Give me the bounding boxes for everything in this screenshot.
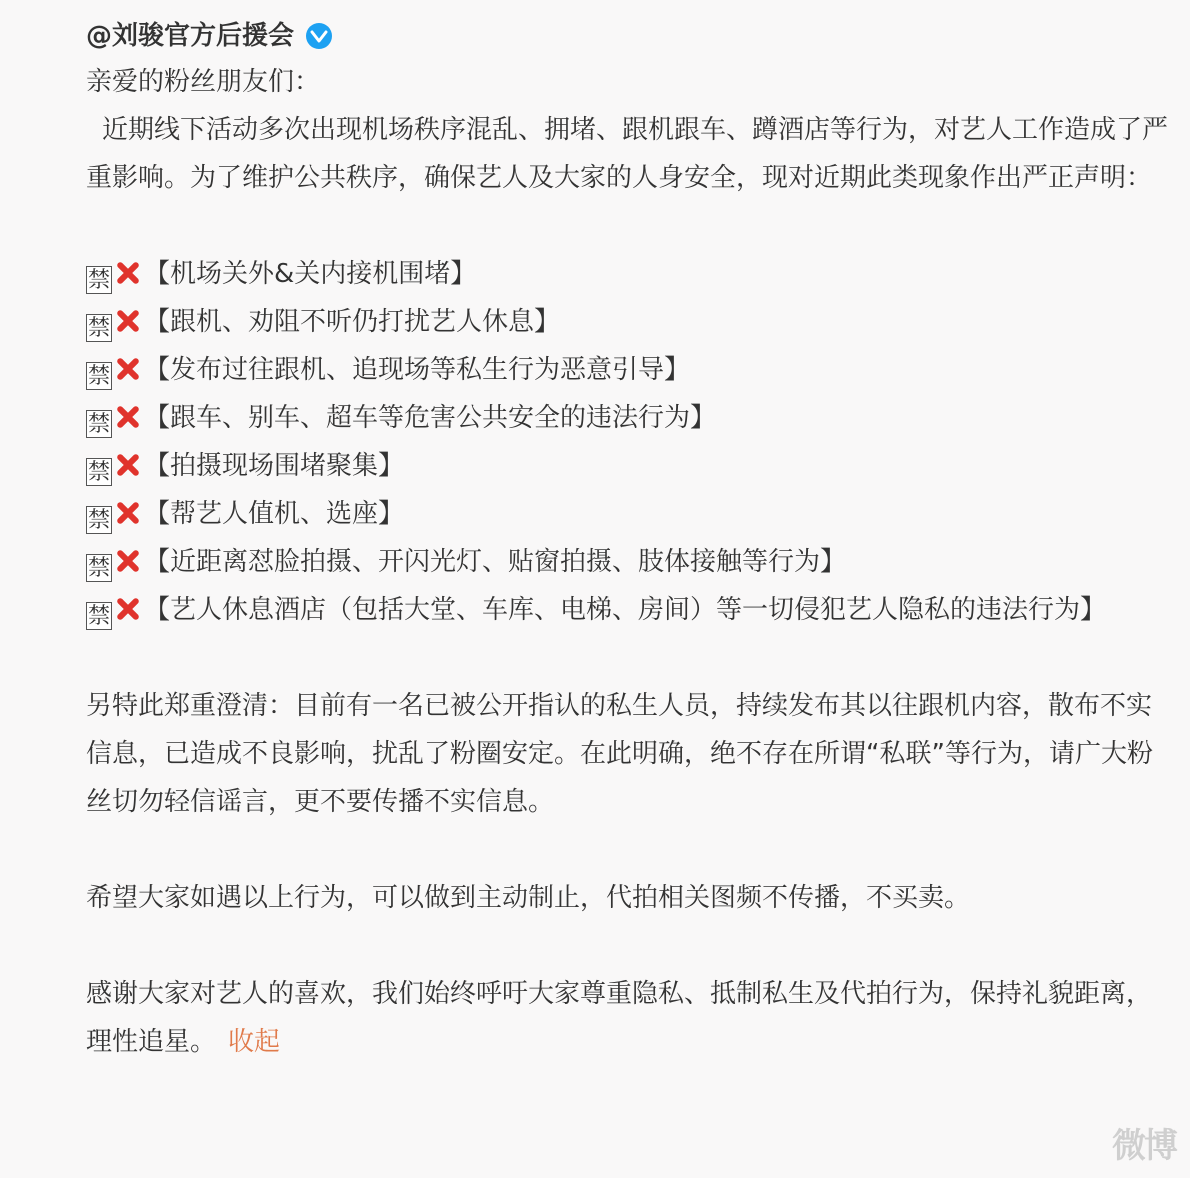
- ban-item: [86, 394, 1168, 442]
- ban-item-text: 【拍摄现场围堵聚集】: [144, 451, 405, 481]
- thanks-paragraph: [86, 970, 1168, 1066]
- spacer: [86, 202, 1168, 250]
- ban-emoji-icon: 禁: [87, 508, 110, 533]
- ban-item: [86, 538, 1168, 586]
- ban-list: [86, 250, 1168, 634]
- spacer: [86, 922, 1168, 970]
- ban-item: [86, 442, 1168, 490]
- thanks-text: 感谢大家对艺人的喜欢，我们始终呼吁大家尊重隐私、抵制私生及代拍行为，保持礼貌距离，理性追星。: [86, 979, 1153, 1057]
- cross-mark-icon: [114, 259, 142, 287]
- ban-item-text: 【近距离怼脸拍摄、开闪光灯、贴窗拍摄、肢体接触等行为】: [144, 547, 847, 577]
- cross-mark-icon: [114, 547, 142, 575]
- hope-paragraph: 希望大家如遇以上行为，可以做到主动制止，代拍相关图频不传播，不买卖。: [86, 883, 971, 913]
- ban-item-text: 【跟车、别车、超车等危害公共安全的违法行为】: [144, 403, 717, 433]
- ban-item-text: 【跟机、劝阻不听仍打扰艺人休息】: [144, 307, 561, 337]
- weibo-post: [86, 14, 1168, 1066]
- ban-item: [86, 490, 1168, 538]
- ban-emoji-icon: 禁: [87, 364, 110, 389]
- ban-item: [86, 298, 1168, 346]
- ban-emoji-icon: 禁: [87, 604, 110, 629]
- ban-emoji-icon: 禁: [87, 460, 110, 485]
- ban-item: [86, 250, 1168, 298]
- clarification-paragraph: 另特此郑重澄清：目前有一名已被公开指认的私生人员，持续发布其以往跟机内容，散布不实信息，已造成不良影响，扰乱了粉圈安定。在此明确，绝不存在所谓“私联”等行为，请广大粉丝切勿轻信谣言，更不要传播不实信息。: [86, 691, 1153, 817]
- author-name[interactable]: @刘骏官方后援会: [86, 21, 295, 51]
- ban-emoji-icon: 禁: [87, 268, 110, 293]
- cross-mark-icon: [114, 499, 142, 527]
- ban-item-text: 【机场关外&关内接机围堵】: [144, 259, 477, 289]
- cross-mark-icon: [114, 307, 142, 335]
- ban-emoji-icon: 禁: [87, 556, 110, 581]
- ban-emoji-icon: 禁: [87, 316, 110, 341]
- spacer: [86, 826, 1168, 874]
- cross-mark-icon: [114, 595, 142, 623]
- cross-mark-icon: [114, 355, 142, 383]
- spacer: [86, 634, 1168, 682]
- author-row: [86, 14, 1168, 58]
- intro-paragraph: 近期线下活动多次出现机场秩序混乱、拥堵、跟机跟车、蹲酒店等行为，对艺人工作造成了严重影响。为了维护公共秩序，确保艺人及大家的人身安全，现对近期此类现象作出严正声明：: [86, 115, 1169, 193]
- greeting: 亲爱的粉丝朋友们：: [86, 67, 321, 97]
- verified-badge-icon: [306, 23, 332, 49]
- ban-item: [86, 346, 1168, 394]
- collapse-link[interactable]: 收起: [228, 1027, 281, 1057]
- weibo-watermark: 微博: [1112, 1126, 1176, 1166]
- ban-item-text: 【发布过往跟机、追现场等私生行为恶意引导】: [144, 355, 691, 385]
- ban-item: [86, 586, 1168, 634]
- ban-item-text: 【艺人休息酒店（包括大堂、车库、电梯、房间）等一切侵犯艺人隐私的违法行为】: [144, 595, 1107, 625]
- cross-mark-icon: [114, 451, 142, 479]
- ban-emoji-icon: 禁: [87, 412, 110, 437]
- ban-item-text: 【帮艺人值机、选座】: [144, 499, 405, 529]
- cross-mark-icon: [114, 403, 142, 431]
